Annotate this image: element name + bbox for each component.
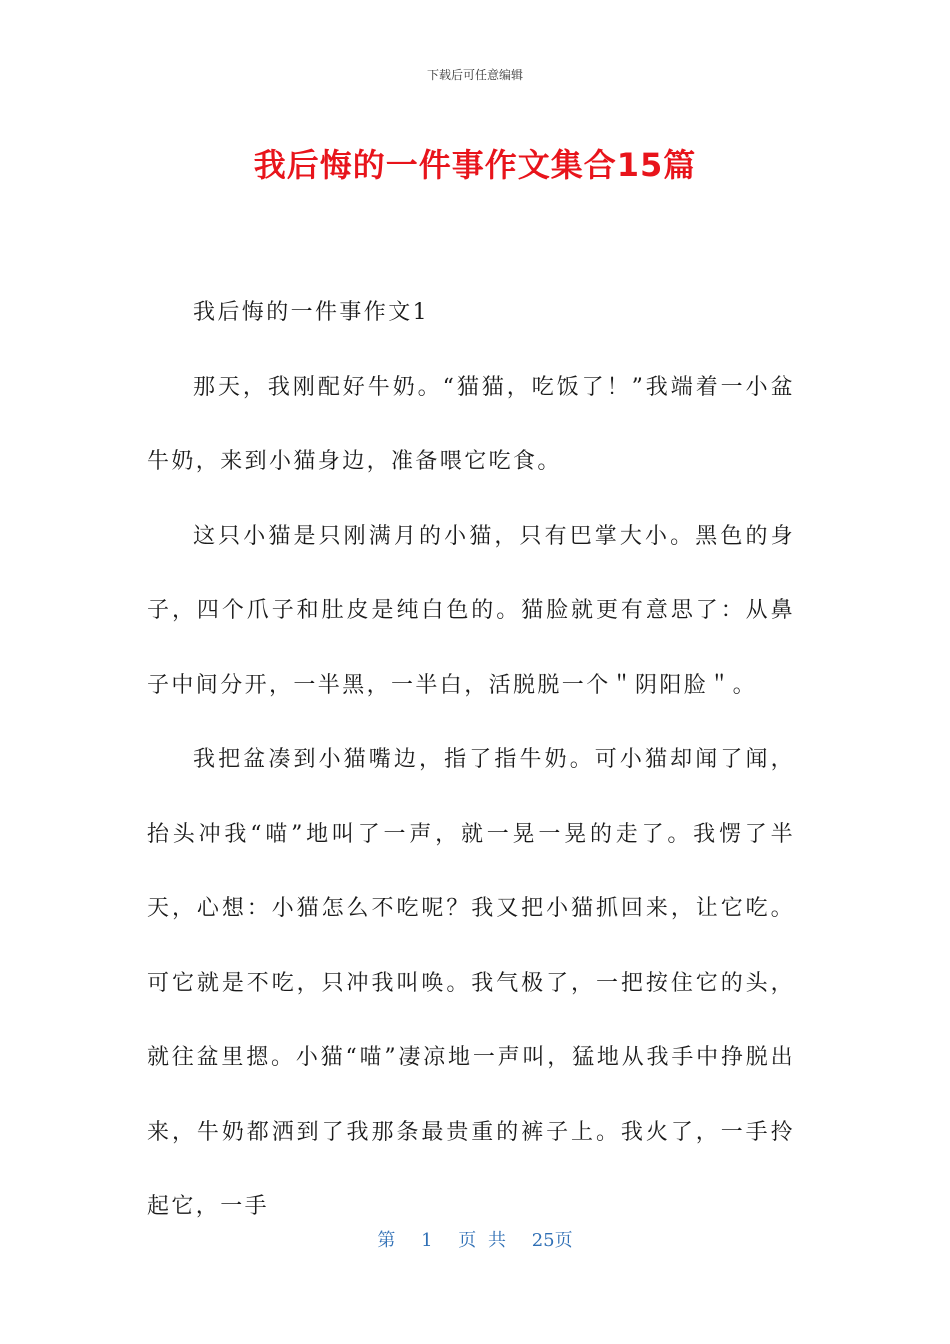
paragraph: 这只小猫是只刚满月的小猫，只有巴掌大小。黑色的身子，四个爪子和肚皮是纯白色的。猫脸就更有意思了：从鼻子中间分开，一半黑，一半白，活脱脱一个＂阴阳脸＂。 [147, 523, 795, 698]
page-number [0, 1226, 950, 1252]
document-title: 我后悔的一件事作文集合15篇 [253, 146, 697, 184]
paragraph: 那天，我刚配好牛奶。“猫猫，吃饭了！”我端着一小盆牛奶，来到小猫身边，准备喂它吃食。 [147, 374, 795, 474]
document-body [147, 276, 795, 1245]
section-heading: 我后悔的一件事作文1 [193, 300, 429, 325]
page-prefix: 第 [377, 1230, 396, 1251]
header-note: 下载后可任意编辑 [426, 68, 523, 82]
page-current: 1 [421, 1230, 433, 1251]
page-mid: 页 共 [458, 1230, 506, 1251]
paragraph: 我把盆凑到小猫嘴边，指了指牛奶。可小猫却闻了闻，抬头冲我“喵”地叫了一声，就一晃一晃的走了。我愣了半天，心想：小猫怎么不吃呢？我又把小猫抓回来，让它吃。可它就是不吃，只冲我叫唤。我气极了，一把按住它的头，就往盆里摁。小猫“喵”凄凉地一声叫，猛地从我手中挣脱出来，牛奶都洒到了我那条最贵重的裤子上。我火了，一手拎起它，一手 [147, 747, 795, 1219]
page-total: 25页 [531, 1230, 573, 1251]
